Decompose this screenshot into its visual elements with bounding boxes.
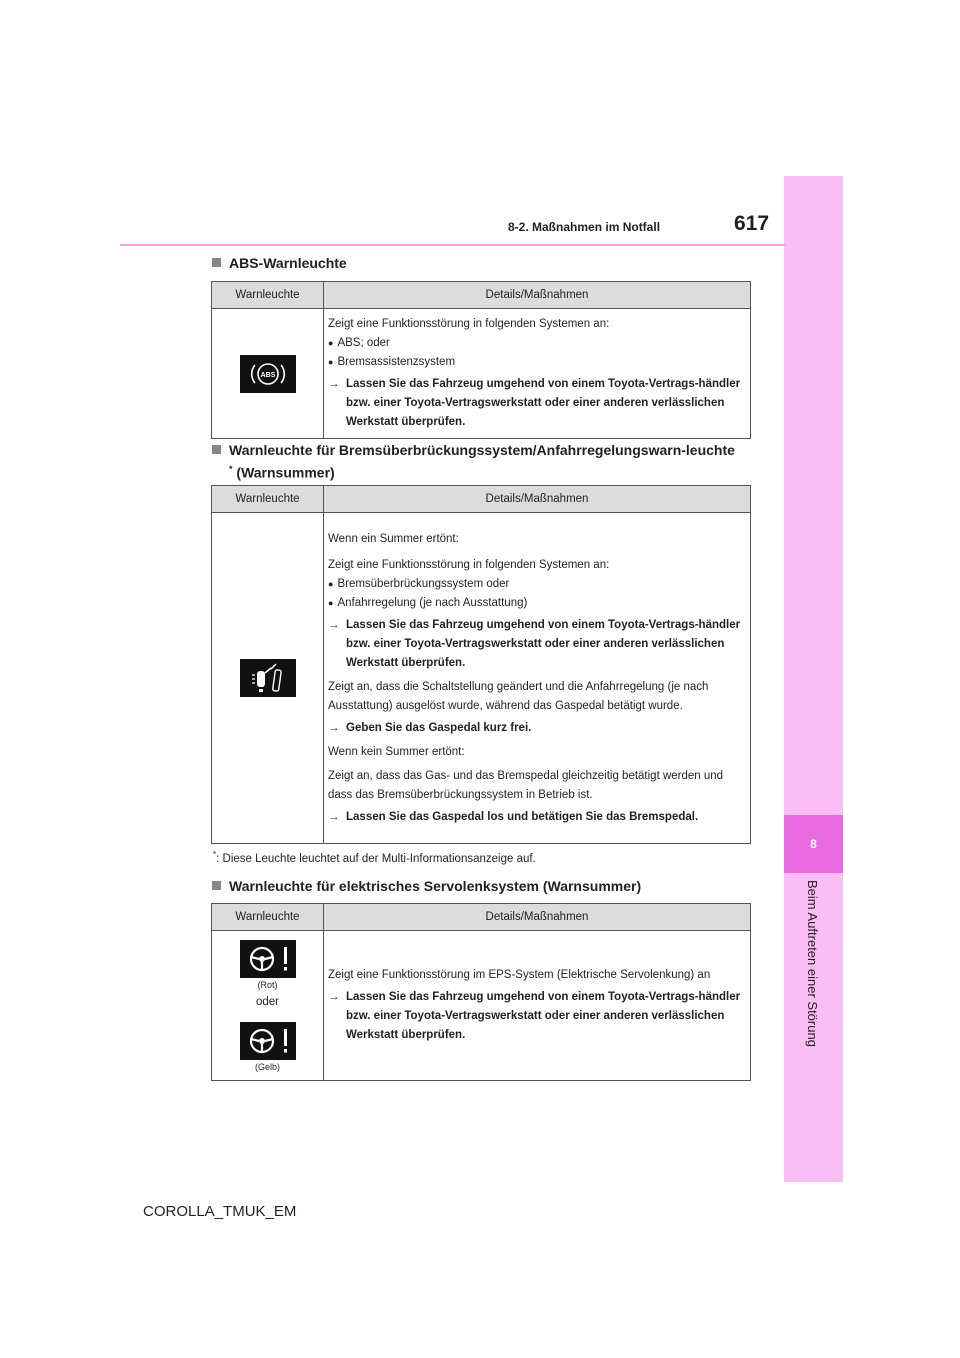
icon-cell <box>212 309 324 439</box>
brake-override-warning-table <box>211 485 751 844</box>
arrow-icon: → <box>328 618 340 631</box>
section-heading-eps: Warnleuchte für elektrisches Servolenksystem (Warnsummer) <box>212 877 641 896</box>
detail-text: Zeigt eine Funktionsstörung im EPS-System (Elektrische Servolenkung) an <box>328 969 711 981</box>
detail-text: Wenn ein Summer ertönt: <box>328 532 459 545</box>
document-id: COROLLA_TMUK_EM <box>143 1203 297 1220</box>
chapter-number: 8 <box>784 815 843 873</box>
bullet-item: ● Anfahrregelung (je nach Ausstattung) <box>328 594 742 613</box>
heading-square-icon <box>212 258 221 267</box>
detail-text: Zeigt eine Funktionsstörung in folgenden Systemen an: <box>328 318 610 330</box>
col-header-details: Details/Maßnahmen <box>324 904 751 931</box>
action-item: → Lassen Sie das Gaspedal los und betätigen Sie das Bremspedal. <box>328 808 742 827</box>
brake-override-pedal-icon <box>240 659 296 697</box>
col-header-details: Details/Maßnahmen <box>324 486 751 513</box>
abs-warning-table <box>211 281 751 439</box>
detail-text: Zeigt an, dass das Gas- und das Bremspedal gleichzeitig betätigt werden und dass das Bremsüberbrückungssystem in Betrieb ist. <box>328 769 724 801</box>
icon-caption-oder: oder <box>255 995 280 1008</box>
icon-caption-red: (Rot) <box>257 979 278 990</box>
chapter-title: Beim Auftreten einer Störung <box>805 880 820 1047</box>
steering-wheel-warning-icon-red <box>240 940 296 978</box>
details-cell <box>324 309 751 439</box>
arrow-icon: → <box>328 810 340 823</box>
abs-warning-icon <box>240 355 296 393</box>
detail-text: Zeigt an, dass die Schaltstellung geändert und die Anfahrregelung (je nach Ausstattung) ausgelöst wurde, während das Gaspedal betätigt wurde. <box>328 680 709 712</box>
bullet-item: ● Bremsüberbrückungssystem oder <box>328 575 742 594</box>
svg-text:ABS: ABS <box>260 371 275 379</box>
section-title: 8-2. Maßnahmen im Notfall <box>508 220 661 234</box>
details-cell <box>324 513 751 844</box>
icon-cell <box>212 513 324 844</box>
footnote: *: Diese Leuchte leuchtet auf der Multi-Informationsanzeige auf. <box>213 850 536 865</box>
section-heading-abs: ABS-Warnleuchte <box>212 254 347 273</box>
icon-caption-yellow: (Gelb) <box>254 1061 280 1072</box>
header-rule <box>120 244 786 246</box>
action-item: → Geben Sie das Gaspedal kurz frei. <box>328 719 742 738</box>
arrow-icon: → <box>328 378 340 390</box>
action-item: → Lassen Sie das Fahrzeug umgehend von einem Toyota-Vertrags-händler bzw. einer Toyota-Vertragswerkstatt oder einer anderen verlässlichen Werkstatt überprüfen. <box>328 988 742 1045</box>
action-item: → Lassen Sie das Fahrzeug umgehend von einem Toyota-Vertrags-händler bzw. einer Toyota-Vertragswerkstatt oder einer anderen verlässlichen Werkstatt überprüfen. <box>328 375 742 432</box>
bullet-item: ● ABS; oder <box>328 334 742 353</box>
eps-warning-table <box>211 903 751 1081</box>
action-item: → Lassen Sie das Fahrzeug umgehend von einem Toyota-Vertrags-händler bzw. einer Toyota-Vertragswerkstatt oder einer anderen verlässlichen Werkstatt überprüfen. <box>328 616 742 673</box>
detail-text: Wenn kein Summer ertönt: <box>328 745 465 758</box>
bullet-item: ● Bremsassistenzsystem <box>328 353 742 372</box>
col-header-warnleuchte: Warnleuchte <box>212 282 324 309</box>
steering-wheel-warning-icon-yellow <box>240 1022 296 1060</box>
col-header-warnleuchte: Warnleuchte <box>212 904 324 931</box>
heading-square-icon <box>212 881 221 890</box>
details-cell <box>324 931 751 1081</box>
heading-square-icon <box>212 445 221 454</box>
arrow-icon: → <box>328 721 340 734</box>
col-header-details: Details/Maßnahmen <box>324 282 751 309</box>
page-number: 617 <box>734 212 770 235</box>
col-header-warnleuchte: Warnleuchte <box>212 486 324 513</box>
icon-cell <box>212 931 324 1081</box>
section-heading-brake-override: Warnleuchte für Bremsüberbrückungssystem/Anfahrregelungswarn-leuchte * (Warnsummer) <box>212 441 735 483</box>
detail-text: Zeigt eine Funktionsstörung in folgenden Systemen an: <box>328 558 610 571</box>
arrow-icon: → <box>328 991 340 1003</box>
